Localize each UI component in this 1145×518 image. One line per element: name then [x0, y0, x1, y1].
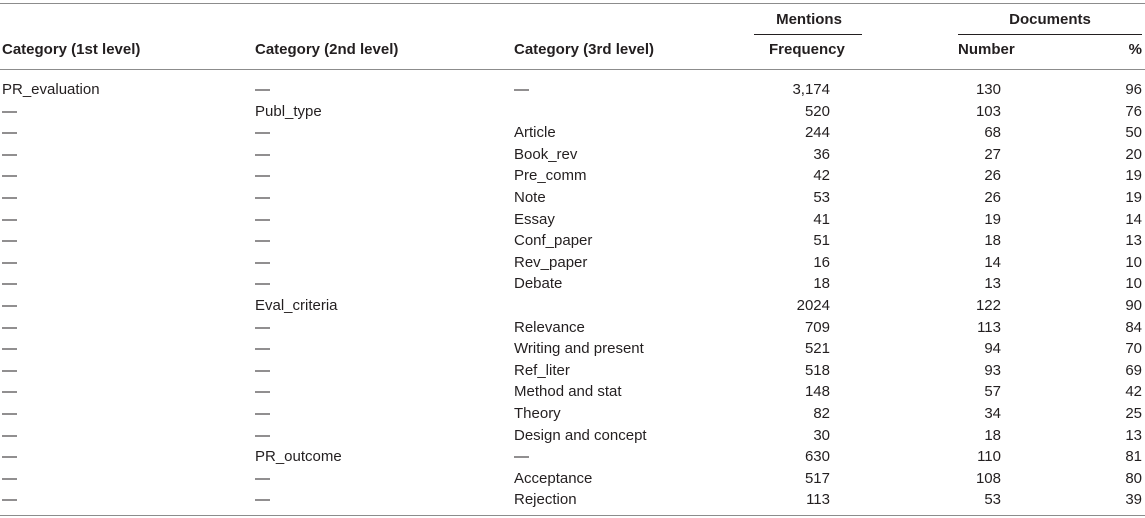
cell-percent: 50	[1125, 124, 1142, 142]
cell-number: 14	[984, 253, 1001, 271]
cell-category-2: —	[255, 340, 270, 358]
cell-category-1: —	[2, 297, 17, 314]
cell-category-3: Pre_comm	[514, 167, 587, 185]
cell-number: 103	[975, 102, 1001, 120]
cell-category-3: Rejection	[514, 491, 577, 509]
header-separator	[0, 69, 1145, 70]
cell-frequency: 521	[804, 340, 830, 358]
cell-number: 18	[984, 426, 1001, 444]
cell-category-2: —	[255, 145, 270, 163]
group-header-mentions: Mentions	[776, 11, 842, 28]
cell-category-3: Ref_liter	[514, 361, 570, 379]
cell-frequency: 41	[813, 210, 830, 228]
cell-category-2: —	[255, 318, 270, 336]
table-row	[0, 338, 1145, 360]
cell-category-1: —	[2, 124, 17, 142]
table-row	[0, 230, 1145, 252]
cell-category-3: Article	[514, 124, 556, 142]
cell-percent: 81	[1125, 448, 1142, 466]
cell-percent: 13	[1125, 426, 1142, 444]
cell-category-2: —	[255, 426, 270, 444]
cell-category-3: Note	[514, 189, 546, 206]
cell-category-1: —	[2, 340, 17, 358]
cell-frequency: 51	[813, 232, 830, 250]
cell-category-1: —	[2, 491, 17, 509]
cell-frequency: 18	[813, 275, 830, 293]
cell-percent: 19	[1125, 189, 1142, 206]
cell-percent: 96	[1125, 81, 1142, 98]
table-bottom-rule	[0, 515, 1145, 516]
cell-number: 18	[984, 232, 1001, 250]
cell-number: 68	[984, 124, 1001, 142]
cell-frequency: 113	[806, 491, 830, 509]
cell-category-1: PR_evaluation	[2, 81, 100, 98]
cell-category-3: Writing and present	[514, 340, 644, 358]
table-row	[0, 489, 1145, 511]
cell-category-2: —	[255, 275, 270, 293]
cell-number: 110	[977, 448, 1001, 466]
cell-category-3: Method and stat	[514, 383, 622, 401]
cell-percent: 25	[1125, 405, 1142, 422]
cell-percent: 42	[1125, 383, 1142, 401]
cell-percent: 80	[1125, 469, 1142, 487]
cell-number: 26	[984, 189, 1001, 206]
column-header-category-3: Category (3rd level)	[514, 41, 655, 58]
cell-number: 130	[975, 81, 1001, 98]
cell-category-1: —	[2, 167, 17, 185]
cell-percent: 10	[1125, 275, 1142, 293]
cell-category-2: —	[255, 405, 270, 422]
cell-number: 93	[984, 361, 1001, 379]
cell-number: 26	[984, 167, 1001, 185]
cell-frequency: 2024	[796, 297, 830, 314]
cell-frequency: 42	[813, 167, 830, 185]
column-header-category-2: Category (2nd level)	[255, 41, 399, 58]
cell-frequency: 53	[813, 189, 830, 206]
cell-category-1: —	[2, 318, 17, 336]
cell-frequency: 517	[804, 469, 830, 487]
table-row	[0, 295, 1145, 317]
cell-category-2: —	[255, 210, 270, 228]
cell-category-1: —	[2, 361, 17, 379]
cell-category-1: —	[2, 405, 17, 422]
table-row	[0, 122, 1145, 144]
table-row	[0, 425, 1145, 447]
cell-number: 122	[975, 297, 1001, 314]
column-header-category-1: Category (1st level)	[2, 41, 141, 58]
cell-number: 57	[984, 383, 1001, 401]
cell-percent: 39	[1125, 491, 1142, 509]
cell-frequency: 36	[813, 145, 830, 163]
cell-category-1: —	[2, 102, 17, 120]
cell-number: 34	[984, 405, 1001, 422]
cell-category-1: —	[2, 426, 17, 444]
table-row	[0, 209, 1145, 231]
cell-category-2: PR_outcome	[255, 448, 342, 466]
cell-category-2: Publ_type	[255, 102, 322, 120]
group-underline-mentions	[754, 34, 862, 35]
table-row	[0, 360, 1145, 382]
cell-category-1: —	[2, 189, 17, 206]
table-row	[0, 273, 1145, 295]
cell-number: 27	[984, 145, 1001, 163]
table-row	[0, 446, 1145, 468]
cell-category-3: Essay	[514, 210, 555, 228]
group-underline-documents	[958, 34, 1142, 35]
cell-category-2: Eval_criteria	[255, 297, 338, 314]
cell-category-1: —	[2, 469, 17, 487]
cell-category-3: Design and concept	[514, 426, 647, 444]
cell-category-2: —	[255, 81, 270, 98]
cell-number: 13	[984, 275, 1001, 293]
column-header-percent: %	[1128, 41, 1142, 58]
cell-category-2: —	[255, 383, 270, 401]
cell-percent: 70	[1125, 340, 1142, 358]
table-row	[0, 381, 1145, 403]
cell-number: 94	[984, 340, 1001, 358]
cell-frequency: 518	[804, 361, 830, 379]
cell-category-1: —	[2, 232, 17, 250]
cell-category-1: —	[2, 383, 17, 401]
cell-frequency: 30	[813, 426, 830, 444]
cell-category-3: Rev_paper	[514, 253, 588, 271]
cell-category-2: —	[255, 167, 270, 185]
cell-category-3: —	[514, 81, 529, 98]
table-row	[0, 79, 1145, 101]
cell-percent: 90	[1125, 297, 1142, 314]
cell-frequency: 244	[804, 124, 830, 142]
table-row	[0, 403, 1145, 425]
cell-frequency: 709	[804, 318, 830, 336]
cell-percent: 13	[1125, 232, 1142, 250]
cell-frequency: 16	[813, 253, 830, 271]
cell-frequency: 82	[813, 405, 830, 422]
cell-category-3: Book_rev	[514, 145, 578, 163]
cell-frequency: 3,174	[792, 81, 830, 98]
cell-number: 53	[984, 491, 1001, 509]
cell-category-2: —	[255, 253, 270, 271]
column-header-number: Number	[958, 41, 1015, 58]
cell-category-2: —	[255, 124, 270, 142]
cell-frequency: 520	[804, 102, 830, 120]
table-row	[0, 144, 1145, 166]
cell-category-2: —	[255, 491, 270, 509]
cell-category-3: Acceptance	[514, 469, 593, 487]
cell-category-3: Theory	[514, 405, 561, 422]
cell-percent: 69	[1125, 361, 1142, 379]
cell-percent: 20	[1125, 145, 1142, 163]
cell-category-3: —	[514, 448, 529, 466]
cell-category-1: —	[2, 210, 17, 228]
table-row	[0, 252, 1145, 274]
cell-category-1: —	[2, 145, 17, 163]
cell-number: 108	[975, 469, 1001, 487]
cell-category-2: —	[255, 189, 270, 206]
cell-number: 113	[977, 318, 1001, 336]
table-row	[0, 468, 1145, 490]
group-header-documents: Documents	[1009, 11, 1091, 28]
table-row	[0, 165, 1145, 187]
cell-number: 19	[984, 210, 1001, 228]
cell-category-1: —	[2, 448, 17, 466]
cell-category-3: Relevance	[514, 318, 585, 336]
table-row	[0, 317, 1145, 339]
cell-category-2: —	[255, 232, 270, 250]
cell-frequency: 148	[804, 383, 830, 401]
cell-percent: 76	[1125, 102, 1142, 120]
cell-category-1: —	[2, 275, 17, 293]
column-header-frequency: Frequency	[769, 41, 845, 58]
table-row	[0, 187, 1145, 209]
cell-percent: 84	[1125, 318, 1142, 336]
cell-category-3: Conf_paper	[514, 232, 593, 250]
table-top-rule	[0, 3, 1145, 4]
cell-percent: 19	[1125, 167, 1142, 185]
cell-category-2: —	[255, 469, 270, 487]
cell-frequency: 630	[804, 448, 830, 466]
cell-percent: 10	[1125, 253, 1142, 271]
cell-percent: 14	[1125, 210, 1142, 228]
cell-category-2: —	[255, 361, 270, 379]
cell-category-3: Debate	[514, 275, 563, 293]
cell-category-1: —	[2, 253, 17, 271]
table-row	[0, 101, 1145, 123]
